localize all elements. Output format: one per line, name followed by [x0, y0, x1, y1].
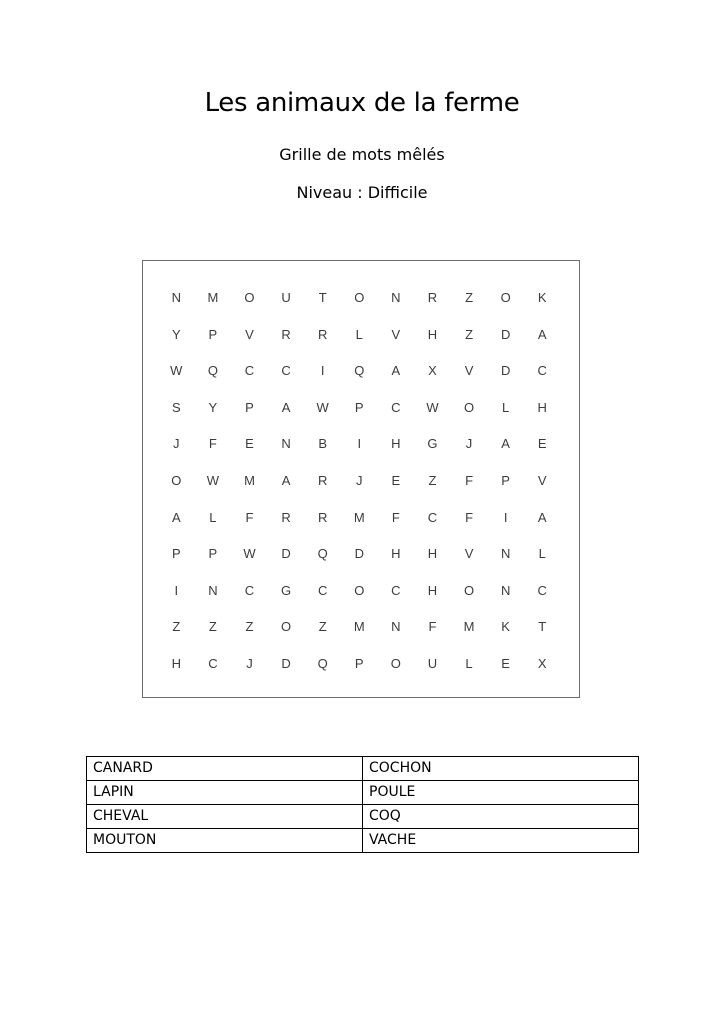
grid-letter: D: [354, 546, 364, 562]
grid-letter: E: [537, 436, 547, 452]
grid-letter: N: [171, 290, 181, 305]
grid-letter: O: [281, 619, 292, 635]
grid-letter: U: [427, 655, 438, 671]
grid-letter: L: [209, 509, 217, 525]
grid-letter: E: [245, 436, 254, 452]
grid-letter: H: [427, 546, 438, 562]
grid-letter: F: [208, 436, 217, 452]
word-to-find: POULE: [363, 781, 639, 805]
grid-letter: O: [354, 290, 365, 305]
grid-letter: D: [281, 655, 291, 671]
grid-letter: Y: [208, 399, 218, 415]
grid-letter: N: [500, 582, 511, 598]
grid-letter: O: [500, 290, 511, 305]
grid-letter: N: [281, 436, 291, 452]
grid-letter: A: [537, 326, 547, 342]
grid-letter: W: [206, 472, 220, 488]
grid-letter: Z: [465, 326, 474, 342]
grid-letter: N: [500, 546, 511, 562]
grid-letter: C: [537, 582, 547, 598]
grid-letter: K: [501, 619, 510, 635]
grid-letter: C: [427, 509, 438, 525]
grid-letter: R: [281, 326, 291, 342]
word-row: [87, 805, 639, 829]
grid-letter: C: [391, 582, 401, 598]
word-to-find: VACHE: [363, 829, 639, 853]
grid-letter: W: [316, 399, 329, 415]
grid-letter: T: [538, 619, 547, 635]
grid-letter: M: [353, 509, 365, 525]
grid-letter: Z: [245, 619, 254, 635]
grid-letter: B: [318, 436, 327, 452]
grid-letter: R: [317, 326, 328, 342]
grid-letter: H: [391, 546, 401, 562]
grid-letter: C: [391, 399, 401, 415]
grid-letter: M: [463, 619, 475, 635]
grid-letter: I: [503, 509, 508, 525]
grid-letter: Z: [318, 619, 327, 635]
grid-letter: Z: [172, 619, 181, 635]
grid-letter: Z: [428, 472, 437, 488]
grid-letter: V: [537, 472, 547, 488]
grid-letter: G: [427, 436, 438, 452]
grid-letter: M: [244, 472, 255, 488]
grid-letter: D: [500, 326, 511, 342]
grid-letter: A: [537, 509, 547, 525]
grid-letter: F: [245, 509, 254, 525]
grid-letter: V: [391, 326, 401, 342]
grid-letter: Q: [317, 546, 328, 562]
grid-letter: R: [317, 509, 328, 525]
grid-letter: J: [173, 436, 180, 452]
grid-letter: C: [244, 582, 255, 598]
grid-letter: R: [317, 472, 328, 488]
grid-letter: J: [246, 655, 253, 671]
grid-letter: I: [357, 436, 362, 452]
grid-letter: M: [353, 619, 365, 635]
grid-letter: K: [537, 290, 547, 305]
grid-letter: P: [245, 399, 254, 415]
grid-letter: Q: [207, 363, 218, 379]
grid-letter: E: [391, 472, 401, 488]
grid-letter: J: [356, 472, 363, 488]
grid-letter: Q: [354, 363, 365, 379]
grid-letter: V: [245, 326, 254, 342]
word-to-find: LAPIN: [87, 781, 363, 805]
grid-letter: S: [171, 399, 181, 415]
grid-letter: O: [171, 472, 182, 488]
grid-letter: O: [354, 582, 365, 598]
grid-letter: D: [281, 546, 291, 562]
grid-letter: P: [208, 546, 218, 562]
grid-letter: Z: [465, 290, 474, 305]
grid-letter: R: [281, 509, 291, 525]
page-subtitle: Grille de mots mêlés: [279, 145, 445, 164]
grid-letter: O: [463, 582, 475, 598]
grid-letter: A: [281, 399, 291, 415]
grid-letter: N: [391, 619, 401, 635]
grid-letter: A: [171, 509, 181, 525]
grid-letter: W: [426, 399, 439, 415]
word-to-find: COQ: [363, 805, 639, 829]
grid-letter: H: [427, 582, 438, 598]
grid-letter: E: [501, 655, 510, 671]
word-search-grid-frame: [142, 260, 580, 698]
grid-letter: F: [465, 509, 474, 525]
grid-letter: T: [318, 290, 327, 305]
word-row: [87, 757, 639, 781]
grid-letter: O: [244, 290, 255, 305]
grid-letter: H: [171, 655, 181, 671]
grid-letter: W: [170, 363, 183, 379]
grid-letter: L: [538, 546, 546, 562]
word-row: [87, 781, 639, 805]
word-to-find: CANARD: [87, 757, 363, 781]
grid-letter: C: [281, 363, 291, 379]
grid-letter: J: [465, 436, 473, 452]
word-to-find: CHEVAL: [87, 805, 363, 829]
word-row: [87, 829, 639, 853]
grid-letter: R: [427, 290, 438, 305]
grid-letter: P: [354, 399, 364, 415]
grid-letter: M: [207, 290, 219, 305]
grid-letter: H: [537, 399, 547, 415]
grid-letter: X: [428, 363, 437, 379]
word-to-find: MOUTON: [87, 829, 363, 853]
grid-letter: D: [500, 363, 511, 379]
grid-letter: I: [320, 363, 325, 379]
grid-letter: A: [281, 472, 291, 488]
grid-letter: Y: [171, 326, 181, 342]
grid-letter: F: [465, 472, 474, 488]
grid-letter: A: [501, 436, 510, 452]
word-to-find: COCHON: [363, 757, 639, 781]
grid-letter: P: [501, 472, 510, 488]
grid-letter: Z: [208, 619, 217, 635]
grid-letter: P: [171, 546, 181, 562]
grid-letter: H: [427, 326, 438, 342]
grid-letter: C: [537, 363, 547, 379]
word-search-grid: [158, 280, 561, 683]
grid-letter: C: [208, 655, 218, 671]
grid-letter: A: [391, 363, 401, 379]
grid-letter: N: [391, 290, 401, 305]
word-list-table: [86, 756, 639, 853]
grid-letter: V: [464, 546, 474, 562]
grid-letter: P: [208, 326, 218, 342]
grid-letter: G: [281, 582, 292, 598]
grid-letter: F: [428, 619, 437, 635]
grid-letter: L: [355, 326, 363, 342]
grid-letter: X: [537, 655, 547, 671]
grid-letter: O: [390, 655, 401, 671]
grid-letter: W: [243, 546, 256, 562]
grid-letter: Q: [317, 655, 328, 671]
grid-letter: U: [281, 290, 291, 305]
grid-letter: F: [391, 509, 400, 525]
grid-letter: C: [244, 363, 255, 379]
grid-letter: N: [208, 582, 218, 598]
grid-letter: O: [463, 399, 475, 415]
grid-letter: H: [391, 436, 401, 452]
grid-letter: C: [317, 582, 328, 598]
grid-letter: V: [464, 363, 474, 379]
page-title: Les animaux de la ferme: [204, 88, 520, 118]
difficulty-level: Niveau : Difficile: [296, 183, 428, 202]
grid-letter: I: [174, 582, 179, 598]
grid-letter: L: [502, 399, 510, 415]
grid-letter: L: [465, 655, 473, 671]
grid-letter: P: [354, 655, 364, 671]
